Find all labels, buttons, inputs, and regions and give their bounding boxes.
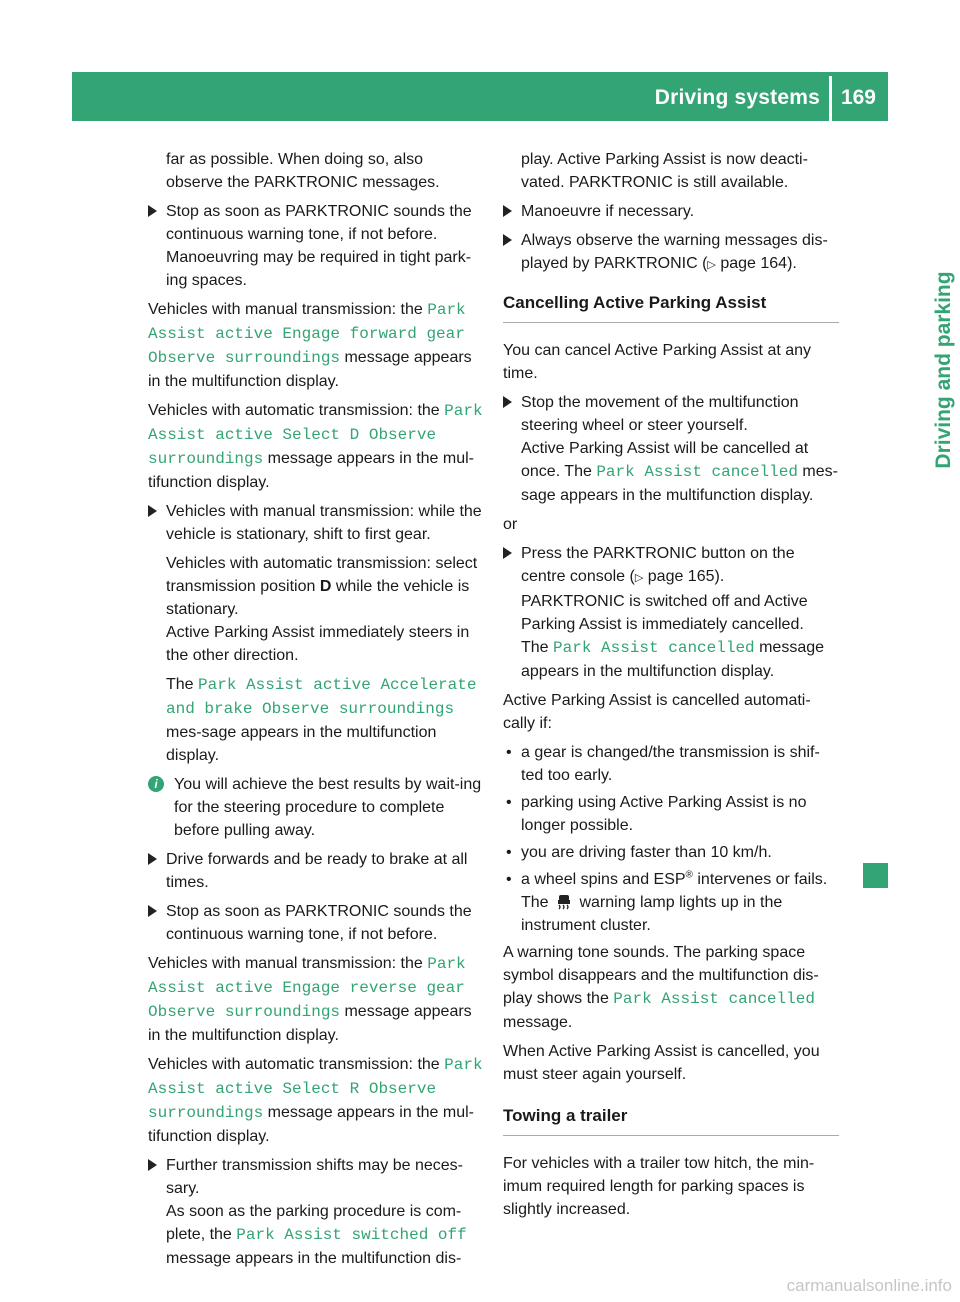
step-arrow-icon	[148, 853, 157, 865]
bullet-mark: •	[506, 744, 512, 761]
display-message: Park Assist switched off	[236, 1226, 467, 1244]
text: intervenes or fails.	[692, 871, 828, 888]
step-text	[521, 542, 839, 590]
text: Vehicles with manual transmission: the	[148, 955, 428, 972]
step-text: Vehicles with manual transmission: while the vehicle is stationary, shift to first gear.	[166, 503, 482, 543]
instruction-step	[503, 542, 839, 683]
text: message appears in the multifunction display.	[148, 349, 472, 390]
info-note	[148, 773, 484, 842]
step-text	[166, 673, 484, 767]
text: Vehicles with automatic transmission: the	[148, 1056, 445, 1073]
step-arrow-icon	[148, 205, 157, 217]
text: a wheel spins and ESP	[521, 871, 686, 888]
text: Vehicles with automatic transmission: select transmission position	[166, 555, 478, 595]
info-icon: i	[148, 776, 164, 792]
right-column	[503, 148, 839, 1227]
page-reference[interactable]: page 164	[720, 255, 788, 272]
step-text: Drive forwards and be ready to brake at all times.	[166, 851, 468, 891]
step-arrow-icon	[503, 234, 512, 246]
paragraph	[148, 298, 484, 393]
display-message: Park Assist cancelled	[596, 463, 798, 481]
text: Press the PARKTRONIC button on the centre console (	[521, 545, 795, 585]
text: The	[521, 639, 554, 656]
page-number: 169	[840, 86, 876, 109]
display-message: Park Assist active Accelerate and brake Observe surroundings	[166, 676, 477, 718]
list-text: you are driving faster than 10 km/h.	[521, 844, 772, 861]
list-text	[521, 891, 839, 937]
instruction-step	[148, 848, 484, 894]
display-message: Park Assist active Engage forward gear Observe surroundings	[148, 301, 466, 367]
paragraph: For vehicles with a trailer tow hitch, the min-imum required length for parking spaces is slightly increased.	[503, 1155, 815, 1218]
step-text	[521, 437, 839, 507]
text: message appears in the multifunction display.	[148, 1003, 472, 1044]
step-text	[521, 229, 839, 277]
step-text	[166, 552, 484, 621]
display-message: Park Assist active Select R Observe surroundings	[148, 1056, 483, 1122]
step-text: Stop as soon as PARKTRONIC sounds the continuous warning tone, if not before.	[166, 903, 472, 943]
text: The	[521, 894, 554, 911]
list-item	[503, 841, 839, 864]
display-message: Park Assist cancelled	[553, 639, 755, 657]
page-reference[interactable]: page 165	[647, 568, 715, 585]
text: mes-sage appears in the multifunction display.	[166, 724, 437, 764]
text: ).	[714, 568, 725, 585]
list-text: a gear is changed/the transmission is shif-ted too early.	[521, 744, 820, 784]
header-separator	[829, 76, 832, 121]
bullet-mark: •	[506, 794, 512, 811]
step-arrow-icon	[148, 1159, 157, 1171]
step-arrow-icon	[148, 905, 157, 917]
text: message appears in the multifunction dis-	[166, 1250, 462, 1267]
list-item	[503, 868, 839, 937]
info-text: You will achieve the best results by wait-ing for the steering procedure to complete before pulling away.	[174, 776, 482, 839]
text: message appears in the multifunction display.	[521, 639, 825, 680]
list-item	[503, 741, 839, 787]
instruction-step	[148, 200, 484, 292]
paragraph	[148, 1053, 484, 1148]
text: message appears in the mul-tifunction display.	[148, 1104, 474, 1145]
text: Vehicles with automatic transmission: the	[148, 402, 445, 419]
section-heading: Towing a trailer	[503, 1104, 839, 1136]
text: A warning tone sounds. The parking space symbol disappears and the multifunction dis-play shows the	[503, 944, 819, 1007]
paragraph-or: or	[503, 516, 518, 533]
text: The	[166, 676, 199, 693]
step-text: Stop the movement of the multifunction steering wheel or steer yourself.	[521, 394, 799, 434]
step-text: Manoeuvre if necessary.	[521, 203, 695, 220]
instruction-step	[148, 900, 484, 946]
text: Active Parking Assist will be cancelled at once. The	[521, 440, 809, 480]
text: message appears in the mul-tifunction display.	[148, 450, 474, 491]
instruction-step	[503, 391, 839, 507]
paragraph: Active Parking Assist is cancelled automati-cally if:	[503, 692, 811, 732]
bullet-mark: •	[506, 844, 512, 861]
paragraph: When Active Parking Assist is cancelled, you must steer again yourself.	[503, 1043, 820, 1083]
step-text	[166, 1200, 484, 1270]
section-title: Driving systems	[654, 86, 820, 109]
text: while the vehicle is stationary.	[166, 578, 470, 618]
watermark: carmanualsonline.info	[786, 1276, 952, 1295]
step-arrow-icon	[503, 396, 512, 408]
header-bar	[72, 72, 888, 121]
step-text: Stop as soon as PARKTRONIC sounds the continuous warning tone, if not before.	[166, 203, 472, 243]
page-ref-icon: ▷	[634, 572, 644, 584]
side-tab	[888, 120, 955, 680]
list-text	[521, 868, 839, 891]
registered-mark: ®	[685, 869, 693, 881]
text: Vehicles with manual transmission: the	[148, 301, 428, 318]
section-heading: Cancelling Active Parking Assist	[503, 291, 839, 323]
text: As soon as the parking procedure is com-plete, the	[166, 1203, 462, 1243]
step-text: Active Parking Assist immediately steers in the other direction.	[166, 624, 470, 664]
display-message: Park Assist cancelled	[613, 990, 815, 1008]
paragraph: far as possible. When doing so, also observe the PARKTRONIC messages.	[166, 151, 440, 191]
step-text: Manoeuvring may be required in tight park-ing spaces.	[166, 249, 472, 289]
step-text: Further transmission shifts may be neces-sary.	[166, 1157, 463, 1197]
list-text: parking using Active Parking Assist is no longer possible.	[521, 794, 807, 834]
step-arrow-icon	[503, 205, 512, 217]
paragraph: You can cancel Active Parking Assist at any time.	[503, 342, 812, 382]
instruction-step	[148, 1154, 484, 1270]
paragraph	[148, 399, 484, 494]
text: Always observe the warning messages dis-played by PARKTRONIC (	[521, 232, 828, 272]
page-ref-icon: ▷	[707, 259, 716, 271]
list-item	[503, 791, 839, 837]
text: warning lamp lights up in the instrument cluster.	[521, 894, 783, 934]
paragraph	[148, 952, 484, 1047]
step-arrow-icon	[503, 547, 512, 559]
text: mes-sage appears in the multifunction display.	[521, 463, 838, 504]
step-arrow-icon	[148, 505, 157, 517]
left-column	[148, 148, 484, 1276]
instruction-step	[503, 229, 839, 277]
step-text	[521, 636, 839, 683]
esp-warning-lamp-icon	[557, 894, 571, 910]
instruction-step	[503, 200, 839, 223]
instruction-step	[148, 500, 484, 767]
display-message: Park Assist active Select D Observe surroundings	[148, 402, 483, 468]
display-message: Park Assist active Engage reverse gear Observe surroundings	[148, 955, 466, 1021]
bullet-mark: •	[506, 871, 512, 888]
side-tab-label: Driving and parking	[932, 271, 955, 469]
paragraph	[503, 941, 839, 1034]
step-text: PARKTRONIC is switched off and Active Parking Assist is immediately cancelled.	[521, 593, 808, 633]
text: message.	[503, 1014, 573, 1031]
paragraph: play. Active Parking Assist is now deacti-vated. PARKTRONIC is still available.	[521, 151, 808, 191]
text: ).	[787, 255, 797, 272]
side-tab-marker	[863, 863, 888, 888]
gear-position: D	[319, 578, 332, 595]
